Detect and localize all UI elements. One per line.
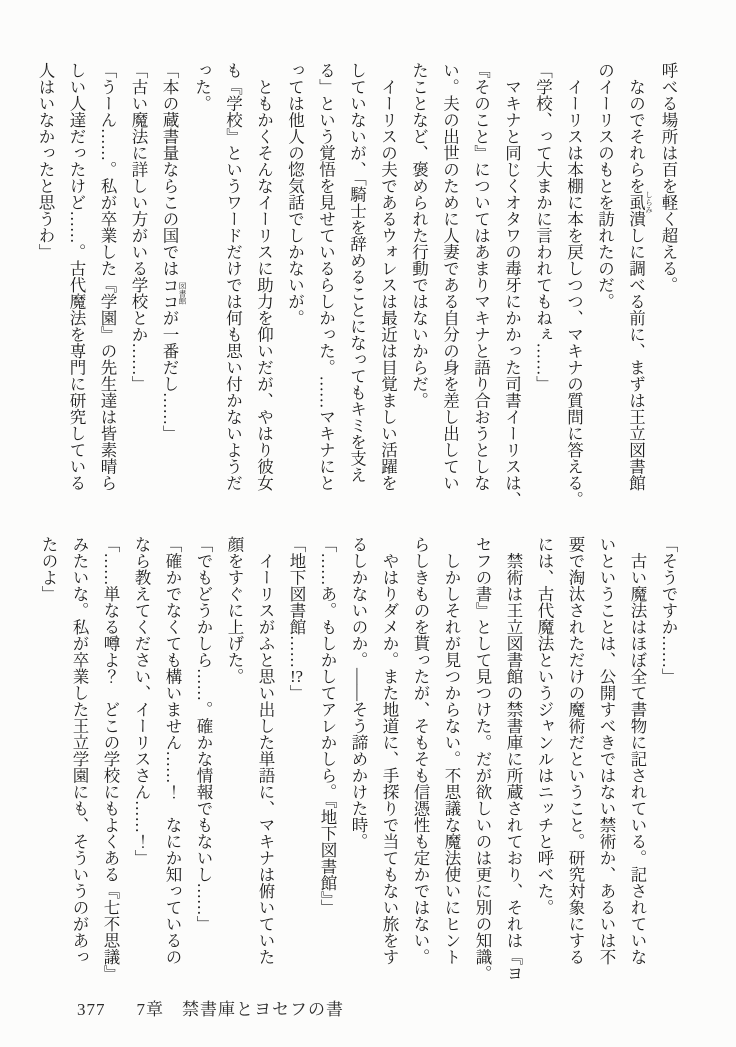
text-line: 呼べる場所は百を軽く超える。 <box>659 62 678 293</box>
page-number: 377 <box>77 1000 106 1019</box>
text-line: 「そうですか……」 <box>659 536 678 685</box>
text-line: った。 <box>192 62 212 112</box>
text-line: みたいな。私が卒業した王立学園にも、そういうのがあっ <box>70 536 89 965</box>
chapter-title: 7章 禁書庫とヨセフの書 <box>136 1000 344 1019</box>
text-line: 禁術は王立図書館の禁書庫に所蔵されており、それは『ヨ <box>504 536 523 982</box>
text-line: るしかないのか。――そう諦めかけた時。 <box>349 536 368 850</box>
text-line: 要で淘汰されただけの魔術だということ。研究対象にする <box>566 536 585 965</box>
text-line: 「学校、って大まかに言われてもねぇ……」 <box>533 62 553 392</box>
text-line: 『そのこと』についてはあまりマキナと語り合おうとしな <box>471 62 491 491</box>
text-line: らしきものを貰ったが、そもそも信憑性も定かではない。 <box>411 536 430 965</box>
text-line: 「でもどうかしら……。確かな情報でもないし……」 <box>194 536 213 932</box>
text-line: イーリスは本棚に本を戻しつつ、マキナの質問に答える。 <box>564 62 584 508</box>
text-line: 「……あ。もしかしてアレかしら。『地下図書館』」 <box>318 536 337 916</box>
tate-chu-yoko: !? <box>290 668 303 685</box>
ruby-annotation: 虱 しらみ <box>626 191 654 214</box>
text-line: ともかくそんなイーリスに助力を仰いだが、やはり彼女 <box>254 62 274 491</box>
text-line: セフの書』として見つけた。だが欲しいのは更に別の知識。 <box>473 536 492 982</box>
text-line: なのでそれらを虱 しらみ潰しに調べる前に、まずは王立図書館 <box>626 62 654 491</box>
text-line: のイーリスのもとを訪れたのだ。 <box>595 62 615 310</box>
text-line: なら教えてください、イーリスさん……！」 <box>132 536 151 866</box>
text-line: していないが、「騎士を辞めることになってもキミを支え <box>347 62 367 483</box>
page-footer <box>77 995 344 1020</box>
text-line: 「確かでなくても構いません……！ なにか知っているの <box>163 536 182 965</box>
text-line: も『学校』というワードだけでは何も思い付かないようだ <box>223 62 243 491</box>
text-line: 顔をすぐに上げた。 <box>225 536 244 685</box>
text-line: る」という覚悟を見せているらしかった。……マキナにと <box>316 62 336 491</box>
text-line: 「古い魔法に詳しい方がいる学校とか……」 <box>129 62 148 392</box>
text-line: っては他人の惚気話でしかないが。 <box>285 62 305 326</box>
text-line: 「うーん……。私が卒業した『学園』の先生達は皆素晴ら <box>98 62 117 491</box>
text-line: いということは、公開すべきではない禁術か、あるいは不 <box>597 536 616 965</box>
text-line: たことなど、褒められた行動ではないからだ。 <box>409 62 429 409</box>
text-line: 人はいなかったと思うわ」 <box>36 62 55 260</box>
text-line: マキナと同じくオタワの毒牙にかかった司書イーリスは、 <box>502 62 522 508</box>
text-block-bottom <box>33 536 684 988</box>
ruby-annotation: ココ 図書館 <box>160 276 187 310</box>
text-line: 「本の蔵書量ならこの国ではココ 図書館が一番だし……」 <box>160 62 187 442</box>
text-line: しい人達だったけど……。古代魔法を専門に研究している <box>67 62 86 491</box>
text-block-top <box>30 62 684 514</box>
text-line: やはりダメか。また地道に、手探りで当てもない旅をす <box>380 536 399 965</box>
text-line: しかしそれが見つからない。不思議な魔法使いにヒント <box>442 536 461 965</box>
text-line: い。夫の出世のために人妻である自分の身を差し出してい <box>440 62 460 491</box>
text-line: たのよ」 <box>39 536 58 602</box>
text-line: イーリスがふと思い出した単語に、マキナは俯いていた <box>256 536 275 965</box>
text-line: イーリスの夫であるウォレスは最近は目覚ましい活躍を <box>378 62 398 491</box>
text-line: 古い魔法はほぼ全て書物に記されている。記されていな <box>628 536 647 965</box>
text-line: には、古代魔法というジャンルはニッチと呼べた。 <box>535 536 554 916</box>
text-line: 「……単なる噂よ？ どこの学校にもよくある『七不思議』 <box>101 536 120 982</box>
text-line: 「地下図書館……!?」 <box>287 536 306 701</box>
